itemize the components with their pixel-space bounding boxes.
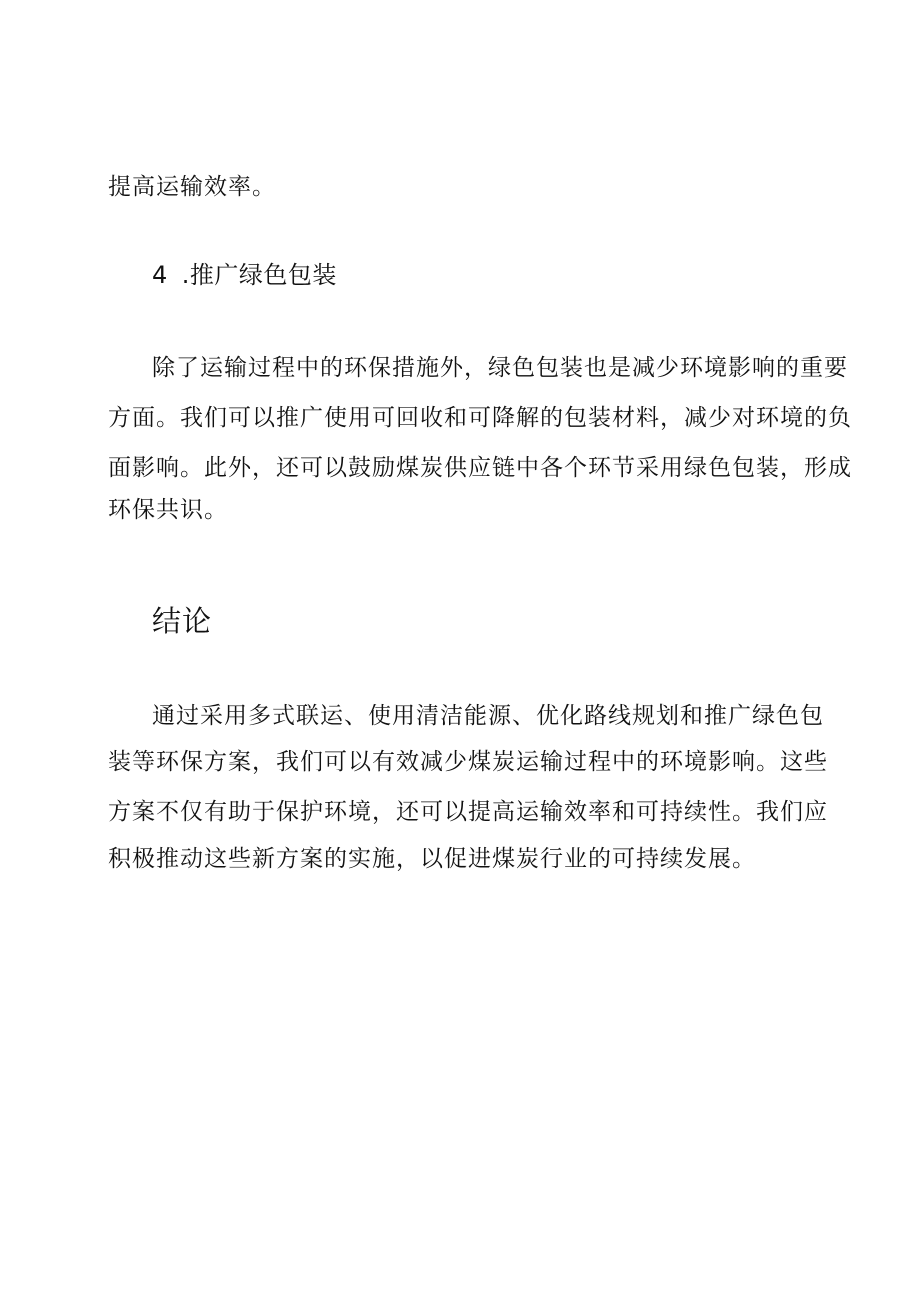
paragraph-line: 通过采用多式联运、使用清洁能源、优化路线规划和推广绿色包 bbox=[152, 703, 824, 729]
paragraph-line: 面影响。此外，还可以鼓励煤炭供应链中各个环节采用绿色包装，形成 bbox=[108, 455, 852, 481]
paragraph-line: 积极推动这些新方案的实施，以促进煤炭行业的可持续发展。 bbox=[108, 846, 756, 872]
section-4-title: .推广绿色包装 bbox=[181, 261, 337, 289]
paragraph-line: 环保共识。 bbox=[108, 497, 228, 523]
conclusion-heading: 结论 bbox=[152, 604, 213, 638]
section-4-number: 4 bbox=[152, 261, 168, 289]
paragraph-line: 方案不仅有助于保护环境，还可以提高运输效率和可持续性。我们应 bbox=[108, 799, 828, 825]
continuation-text: 提高运输效率。 bbox=[108, 174, 276, 200]
section-4-heading bbox=[152, 259, 337, 291]
paragraph-line: 装等环保方案，我们可以有效减少煤炭运输过程中的环境影响。这些 bbox=[108, 749, 828, 775]
paragraph-line: 方面。我们可以推广使用可回收和可降解的包装材料，减少对环境的负 bbox=[108, 405, 852, 431]
paragraph-line: 除了运输过程中的环保措施外，绿色包装也是减少环境影响的重要 bbox=[152, 355, 848, 381]
